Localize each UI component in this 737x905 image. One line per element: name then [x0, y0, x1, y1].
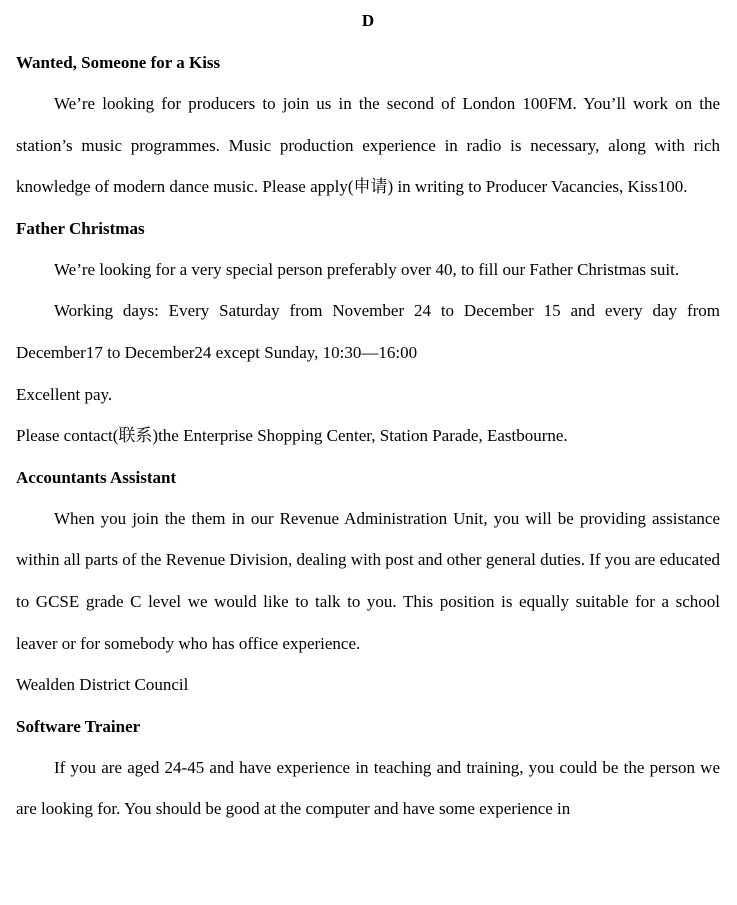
ad-title-father-christmas: Father Christmas: [16, 218, 145, 238]
section-letter: D: [361, 11, 375, 30]
ad-body-accountants-assistant: When you join the them in our Revenue Administration Unit, you will be providing assistance within all parts of the Revenue Division, dealing with post and other general duties. If you are educated to GCSE grade C level we would like to talk to you. This position is equally suitable for a school leaver or for somebody who has office experience.: [16, 508, 720, 653]
ad-body-software-trainer: If you are aged 24-45 and have experience in teaching and training, you could be the person we are looking for. You should be good at the computer and have some experience in: [16, 757, 720, 819]
ad-line-contact: Please contact(联系)the Enterprise Shopping Center, Station Parade, Eastbourne.: [16, 426, 568, 446]
ad-title-kiss: Wanted, Someone for a Kiss: [16, 53, 221, 72]
ad-body-kiss: We’re looking for producers to join us in the second of London 100FM. You’ll work on the station’s music programmes. Music production experience in radio is necessary, along with rich knowledge of modern dance music. Please apply(申请) in writing to Producer Vacancies, Kiss100.: [16, 94, 720, 197]
ad-line-pay: Excellent pay.: [16, 384, 113, 404]
ad-title-accountants-assistant: Accountants Assistant: [16, 467, 177, 487]
ad-body-father-christmas-1: We’re looking for a very special person preferably over 40, to fill our Father Christmas suit.: [54, 259, 680, 279]
ad-title-software-trainer: Software Trainer: [16, 716, 141, 736]
ad-body-father-christmas-2: Working days: Every Saturday from November 24 to December 15 and every day from December17 to December24 except Sunday, 10:30—16:00: [16, 301, 720, 362]
ad-line-council: Wealden District Council: [16, 675, 189, 695]
